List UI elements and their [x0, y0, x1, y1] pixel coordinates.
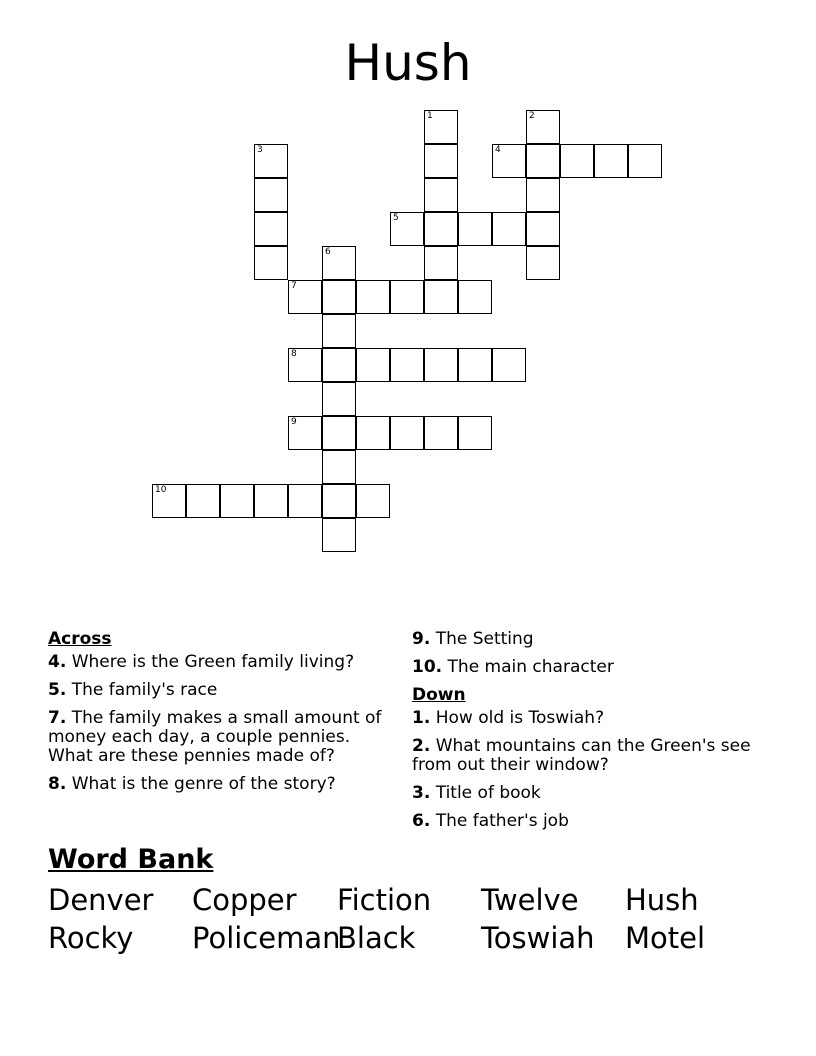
clue-text: The father's job — [435, 811, 569, 831]
grid-cell[interactable] — [526, 246, 560, 280]
grid-number: 8 — [291, 349, 297, 359]
grid-cell[interactable] — [424, 416, 458, 450]
grid-cell[interactable] — [390, 348, 424, 382]
grid-cell[interactable] — [594, 144, 628, 178]
word-bank-item: Black — [337, 921, 416, 955]
grid-cell[interactable] — [356, 484, 390, 518]
grid-cell[interactable] — [424, 348, 458, 382]
clues-column-right — [412, 630, 772, 840]
grid-cell[interactable] — [288, 484, 322, 518]
grid-cell[interactable] — [390, 416, 424, 450]
grid-cell[interactable] — [424, 110, 458, 144]
clue-down-3 — [412, 784, 772, 803]
clue-text: What is the genre of the story? — [71, 774, 336, 794]
grid-cell[interactable] — [186, 484, 220, 518]
clue-number: 7. — [48, 708, 67, 728]
grid-cell[interactable] — [526, 212, 560, 246]
grid-cell[interactable] — [322, 416, 356, 450]
clue-down-6 — [412, 812, 772, 831]
clue-text: Title of book — [435, 783, 541, 803]
grid-cell[interactable] — [322, 484, 356, 518]
clue-across-10 — [412, 658, 772, 677]
grid-cell[interactable] — [424, 246, 458, 280]
clue-down-1 — [412, 709, 772, 728]
grid-cell[interactable] — [492, 144, 526, 178]
grid-cell[interactable] — [254, 212, 288, 246]
puzzle-title: Hush — [344, 34, 472, 92]
grid-cell[interactable] — [356, 348, 390, 382]
grid-cell[interactable] — [254, 178, 288, 212]
word-bank-item: Rocky — [48, 921, 134, 955]
clue-number: 4. — [48, 652, 67, 672]
grid-cell[interactable] — [322, 450, 356, 484]
grid-cell[interactable] — [390, 280, 424, 314]
word-bank-item: Fiction — [337, 883, 432, 917]
grid-cell[interactable] — [424, 144, 458, 178]
grid-cell[interactable] — [458, 280, 492, 314]
grid-cell[interactable] — [424, 178, 458, 212]
word-bank-item: Toswiah — [481, 921, 595, 955]
grid-cell[interactable] — [322, 382, 356, 416]
grid-cell[interactable] — [254, 144, 288, 178]
grid-cell[interactable] — [220, 484, 254, 518]
grid-cell[interactable] — [526, 178, 560, 212]
clue-number: 1. — [412, 708, 431, 728]
grid-number: 7 — [291, 281, 297, 291]
grid-cell[interactable] — [322, 314, 356, 348]
grid-cell[interactable] — [322, 280, 356, 314]
grid-cell[interactable] — [254, 484, 288, 518]
word-bank-item: Twelve — [481, 883, 579, 917]
clue-across-7 — [48, 709, 393, 766]
grid-cell[interactable] — [288, 416, 322, 450]
clue-text: How old is Toswiah? — [435, 708, 605, 728]
grid-cell[interactable] — [356, 416, 390, 450]
clue-across-9 — [412, 630, 772, 649]
grid-number: 6 — [325, 247, 331, 257]
clue-number: 10. — [412, 657, 443, 677]
clue-number: 2. — [412, 736, 431, 756]
grid-number: 10 — [155, 485, 167, 495]
grid-cell[interactable] — [458, 348, 492, 382]
grid-cell[interactable] — [356, 280, 390, 314]
word-bank-item: Policeman — [192, 921, 341, 955]
grid-cell[interactable] — [322, 348, 356, 382]
clue-down-2 — [412, 737, 772, 775]
word-bank-item: Hush — [625, 883, 699, 917]
word-bank-title: Word Bank — [48, 844, 214, 875]
clue-text: The Setting — [435, 629, 534, 649]
grid-number: 3 — [257, 145, 263, 155]
grid-cell[interactable] — [458, 416, 492, 450]
clue-across-8 — [48, 775, 393, 794]
grid-cell[interactable] — [288, 348, 322, 382]
clue-text: Where is the Green family living? — [71, 652, 355, 672]
clue-text: The family makes a small amount of money each day, a couple pennies. What are these pennies made of? — [48, 708, 382, 766]
clue-text: The main character — [447, 657, 614, 677]
grid-number: 1 — [427, 111, 433, 121]
grid-cell[interactable] — [390, 212, 424, 246]
grid-number: 5 — [393, 213, 399, 223]
clue-number: 6. — [412, 811, 431, 831]
grid-number: 2 — [529, 111, 535, 121]
down-heading: Down — [412, 685, 466, 705]
grid-cell[interactable] — [152, 484, 186, 518]
grid-cell[interactable] — [492, 348, 526, 382]
across-heading: Across — [48, 629, 112, 649]
grid-cell[interactable] — [560, 144, 594, 178]
grid-cell[interactable] — [322, 246, 356, 280]
grid-cell[interactable] — [254, 246, 288, 280]
clues-column-left — [48, 630, 393, 803]
clue-number: 3. — [412, 783, 431, 803]
clue-text: What mountains can the Green's see from out their window? — [412, 736, 751, 775]
grid-cell[interactable] — [526, 144, 560, 178]
clue-across-4 — [48, 653, 393, 672]
grid-cell[interactable] — [492, 212, 526, 246]
word-bank-item: Motel — [625, 921, 706, 955]
grid-cell[interactable] — [322, 518, 356, 552]
grid-cell[interactable] — [628, 144, 662, 178]
grid-cell[interactable] — [424, 280, 458, 314]
grid-cell[interactable] — [526, 110, 560, 144]
clue-number: 5. — [48, 680, 67, 700]
grid-cell[interactable] — [458, 212, 492, 246]
clue-across-5 — [48, 681, 393, 700]
word-bank-item: Copper — [192, 883, 297, 917]
word-bank-item: Denver — [48, 883, 154, 917]
grid-number: 9 — [291, 417, 297, 427]
clue-number: 9. — [412, 629, 431, 649]
clue-number: 8. — [48, 774, 67, 794]
grid-cell[interactable] — [288, 280, 322, 314]
clue-text: The family's race — [71, 680, 218, 700]
grid-cell[interactable] — [424, 212, 458, 246]
grid-number: 4 — [495, 145, 501, 155]
